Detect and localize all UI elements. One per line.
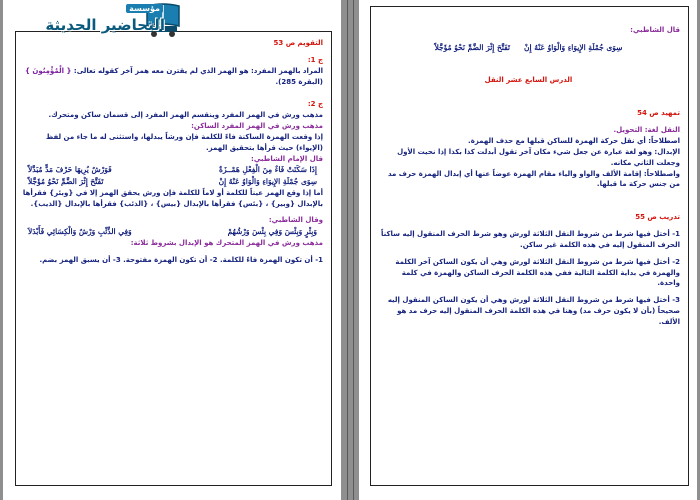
- verse-1-second-half: فَوَرْشٌ يُرِيهَا حَرْفَ مَدٍّ مُبَدَّلاً: [28, 165, 112, 175]
- sakin-heading: مذهب ورش في الهمز المفرد الساكن:: [191, 122, 323, 131]
- naql-term-def: اصطلاحاً: أي نقل حركة الهمزة للساكن قبلها مع حذف الهمزة.: [468, 137, 680, 145]
- intro-heading: تمهيد ص 54: [637, 109, 680, 118]
- answer-1-body: [22, 66, 323, 88]
- verse-line-1: [22, 164, 323, 176]
- sakin-body: إذا وقعت الهمزة الساكنة فاءً للكلمة فإن ورشاً يبدلها، واستثنى له ما جاء من لفظ (الإيواء) حيث قرأها بتحقيق الهمز.: [45, 132, 323, 152]
- ain-lam-body: أما إذا وقع الهمز عيناً للكلمة أو لاماً للكلمة فإن ورش يحقق الهمز إلا في {وبئر} فقرأها بالإبدال {وبير} ، {بئس} فقرأها بالإبدال {بيس} ، {الذئب} فقرأها بالإبدال {الذيب}.: [22, 188, 323, 208]
- right-verse-second-half: تَفَتَّحَ إِثْرَ الضَّمِّ نَحْوُ مُؤَجَّلاً: [434, 42, 510, 52]
- answer-1-text: المراد بالهمز المفرد: هو الهمز الذي لم يقترن معه همز آخر كقوله تعالى:: [73, 66, 323, 75]
- verse-3-first-half: وَبِئْرٍ وَبِئْسَ وَفِي بِئْسَ وَرْشُهُمْ: [227, 227, 317, 237]
- page-gutter-right: [353, 0, 354, 500]
- evaluation-heading: التقويم ص 53: [273, 39, 323, 47]
- page-left-frame: [15, 31, 332, 486]
- ibdal-term-def: واصطلاحاً: إقامة الألف والواو والياء مقام الهمزة عوضاً عنها أي إبدال الهمزة حرف مد من جنس حركة ما قبلها.: [387, 169, 680, 189]
- mutaharrik-heading: مذهب ورش في الهمز المتحرك هو الإبدال بشروط ثلاثة:: [130, 238, 323, 247]
- right-verse-first-half: سِوَى جُمْلَةِ الإِيوَاءِ وَالْوَاوُ عَنْهُ إِنْ: [524, 42, 623, 52]
- verse-2-second-half: تَفَتَّحَ إِثْرَ الضَّمِّ نَحْوُ مُؤَجَّلاً: [28, 177, 104, 187]
- logo-text: التحاضير الحديثة: [45, 16, 165, 34]
- lesson-title: الدرس السابع عشر النقل: [484, 76, 573, 85]
- logo-subtitle: مؤسسة: [126, 4, 163, 13]
- verse-2-first-half: سِوَى جُمْلَةِ الإِيوَاءِ وَالْوَاوُ عَنْهُ إِنْ: [218, 177, 317, 187]
- exercise-answer-1: 1- أختل فيها شرط من شروط النقل الثلاثة لورش وهو شرط الحرف المنقول إليه ساكناً الحرف المنقول إليه في هذه الكلمة غير ساكن.: [380, 230, 680, 249]
- page-right: [359, 0, 697, 500]
- answer-2-body: مذهب ورش في الهمز المفرد وينقسم الهمز المفرد إلى قسمان ساكن ومتحرك.: [48, 111, 323, 120]
- shatibi-label-1: قال الإمام الشاطبي:: [251, 154, 323, 163]
- page-right-frame: [370, 6, 689, 486]
- page-right-content: [377, 13, 680, 481]
- page-left: [3, 0, 341, 500]
- ibdal-language-def: الإبدال: وهو لغة عبارة عن جعل شيء مكان آخر تقول أبدلت كذا بكذا إذا نحيت الأول وجعلت الثاني مكانه.: [397, 147, 680, 167]
- exercise-answer-3: 3- أختل فيها شرط من شروط النقل الثلاثة لورش وهي أن يكون الساكن المنقول إليه صحيحاً (بأن لا يكون حرف مد) وهنا في هذه الكلمة الحرف المنقول إليه حرف مد هو الألف.: [387, 296, 680, 326]
- verse-line-2: [22, 176, 323, 188]
- answer-1-ref: (البقرة 285).: [275, 77, 323, 86]
- conditions-list: 1- أن تكون الهمزة فاءً للكلمة. 2- أن تكون الهمزة مفتوحة. 3- أن يسبق الهمز بضم.: [39, 255, 323, 264]
- shatibi-label-2: وقال الشاطبي:: [268, 216, 323, 225]
- verse-line-3: [22, 226, 323, 238]
- logo: [3, 0, 193, 44]
- naql-language-def: النقل لغة: التحويل.: [613, 126, 680, 135]
- exercise-answer-2: 2- أختل فيها شرط من شروط النقل الثلاثة لورش وهي أن يكون الساكن آخر الكلمة والهمزة في بداية الكلمة التالية ففي هذه الكلمة الحرف الساكن والهمزة في كلمة واحدة.: [395, 257, 680, 288]
- exercise-heading: تدريب ص 55: [635, 213, 680, 222]
- right-verse-line: [377, 42, 680, 54]
- answer-1-label: ج 1:: [307, 55, 323, 64]
- right-shatibi-label: قال الشاطبي:: [630, 26, 680, 34]
- answer-2-label: ج 2:: [307, 100, 323, 109]
- verse-3-second-half: وَفِي الذِّئْبِ وَرْشٌ وَالْكِسَائِي فَأَبْدَلاَ: [28, 227, 132, 237]
- verse-1-first-half: إِذَا سَكَنَتْ فَاءٌ مِنَ الْفِعْلِ هَمْــزَةٌ: [219, 165, 317, 175]
- answer-1-quote: { الْمُؤْمِنُونَ }: [24, 66, 72, 75]
- page-left-content: [22, 38, 323, 481]
- page-gutter-left: [347, 0, 348, 500]
